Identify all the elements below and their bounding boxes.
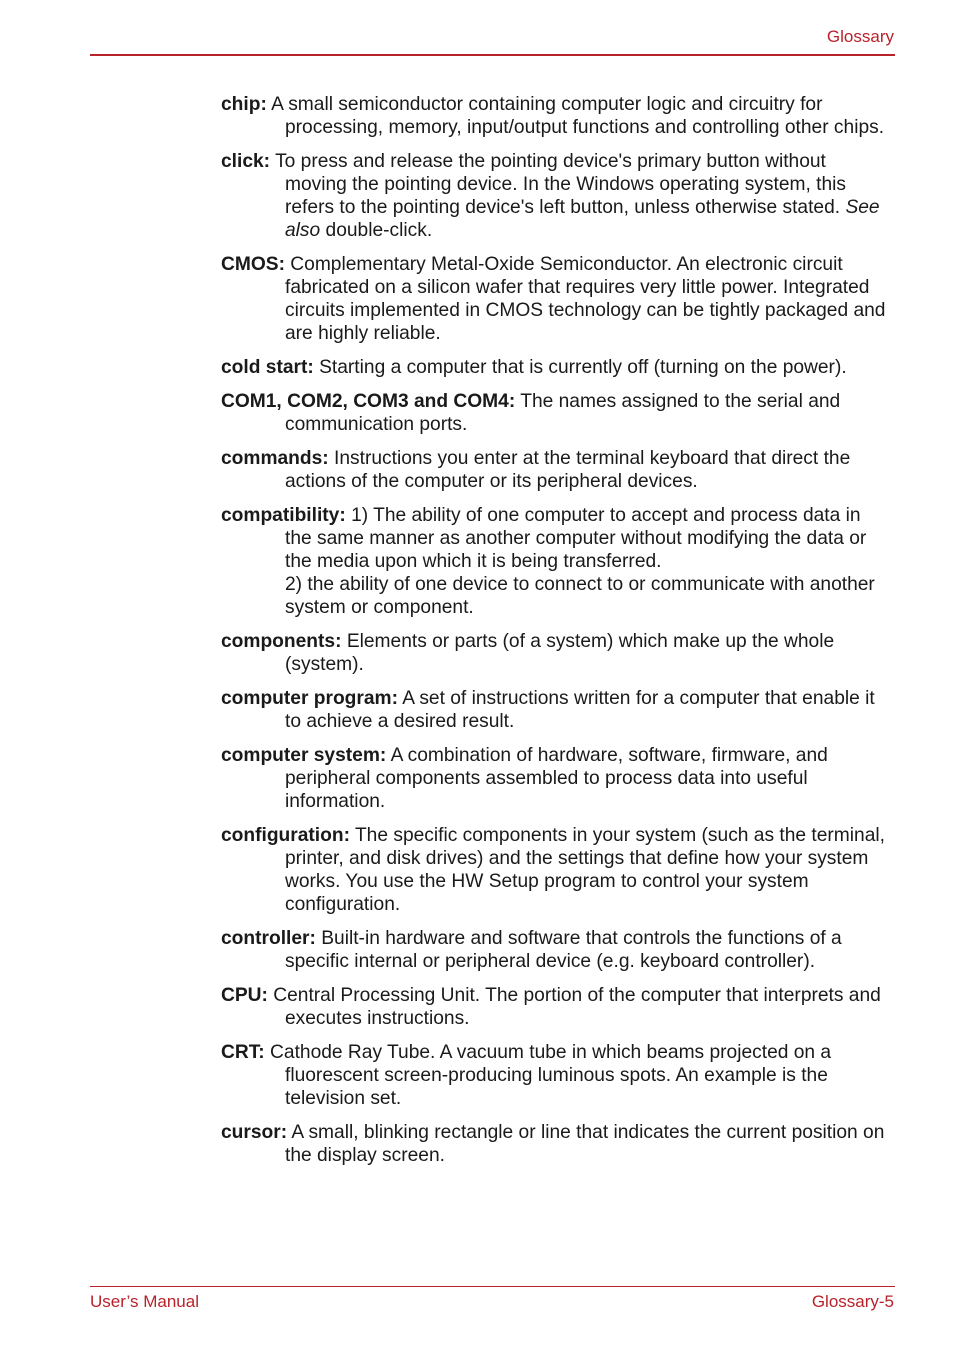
glossary-term: CMOS: [221, 254, 285, 275]
footer-manual-label: User’s Manual [90, 1292, 199, 1311]
glossary-term: compatibility: [221, 505, 346, 526]
glossary-term: commands: [221, 448, 329, 469]
glossary-definition: Starting a computer that is currently off (turning on the power). [319, 357, 847, 378]
footer-divider [90, 1286, 895, 1287]
glossary-definition: A set of instructions written for a computer that enable it to achieve a desired result. [285, 688, 875, 732]
see-also-target: double-click. [325, 220, 433, 241]
glossary-term: configuration: [221, 825, 350, 846]
glossary-term: CPU: [221, 985, 268, 1006]
glossary-entry-crt [221, 1041, 889, 1110]
header-divider [90, 54, 895, 56]
glossary-definition: A small, blinking rectangle or line that indicates the current position on the display screen. [285, 1122, 885, 1166]
glossary-entry-com-ports [221, 390, 889, 436]
glossary-term: components: [221, 631, 342, 652]
glossary-definition: The names assigned to the serial and communication ports. [285, 391, 841, 435]
glossary-entry-click [221, 150, 889, 242]
glossary-entry-cmos [221, 253, 889, 345]
glossary-term: COM1, COM2, COM3 and COM4: [221, 391, 516, 412]
glossary-term: CRT: [221, 1042, 265, 1063]
glossary-definition: Central Processing Unit. The portion of the computer that interprets and executes instructions. [273, 985, 881, 1029]
glossary-term: computer program: [221, 688, 398, 709]
glossary-term: cold start: [221, 357, 314, 378]
glossary-entry-commands [221, 447, 889, 493]
footer-page-number: Glossary-5 [811, 1292, 894, 1311]
glossary-entry-cold-start [221, 356, 889, 379]
glossary-definition: Complementary Metal-Oxide Semiconductor. An electronic circuit fabricated on a silicon wafer that requires very little power. Integrated circuits implemented in CMOS technology can be tightly packaged and are highly reliable. [285, 254, 886, 344]
glossary-definition: A small semiconductor containing computer logic and circuitry for processing, memory, input/output functions and controlling other chips. [271, 94, 885, 138]
glossary-definition: To press and release the pointing device's primary button without moving the pointing device. In the Windows operating system, this refers to the pointing device's left button, unless otherwise stated. [275, 151, 846, 218]
glossary-definition: The specific components in your system (such as the terminal, printer, and disk drives) and the settings that define how your system works. You use the HW Setup program to control your system configuration. [285, 825, 885, 915]
glossary-entry-components [221, 630, 889, 676]
glossary-definition: A combination of hardware, software, firmware, and peripheral components assembled to process data into useful information. [285, 745, 828, 812]
glossary-term: controller: [221, 928, 316, 949]
see-also-label: See also [285, 197, 880, 241]
glossary-entry-cursor [221, 1121, 889, 1167]
running-header-title: Glossary [826, 27, 894, 46]
glossary-entry-compatibility [221, 504, 889, 619]
glossary-entry-configuration [221, 824, 889, 916]
glossary-entry-chip [221, 93, 889, 139]
glossary-list [221, 93, 889, 1178]
glossary-entry-cpu [221, 984, 889, 1030]
glossary-definition: Elements or parts (of a system) which make up the whole (system). [285, 631, 835, 675]
glossary-definition: Instructions you enter at the terminal keyboard that direct the actions of the computer or its peripheral devices. [285, 448, 851, 492]
glossary-term: cursor: [221, 1122, 288, 1143]
glossary-term: computer system: [221, 745, 387, 766]
glossary-definition: Built-in hardware and software that controls the functions of a specific internal or peripheral device (e.g. keyboard controller). [285, 928, 842, 972]
glossary-definition: Cathode Ray Tube. A vacuum tube in which beams projected on a fluorescent screen-producing luminous spots. An example is the television set. [270, 1042, 832, 1109]
glossary-entry-computer-system [221, 744, 889, 813]
glossary-entry-computer-program [221, 687, 889, 733]
glossary-definition: 1) The ability of one computer to accept and process data in the same manner as another computer without modifying the data or the media upon which it is being transferred. [285, 505, 867, 572]
glossary-term: click: [221, 151, 271, 172]
glossary-entry-controller [221, 927, 889, 973]
glossary-term: chip: [221, 94, 267, 115]
glossary-definition-second: 2) the ability of one device to connect to or communicate with another system or component. [285, 574, 875, 618]
